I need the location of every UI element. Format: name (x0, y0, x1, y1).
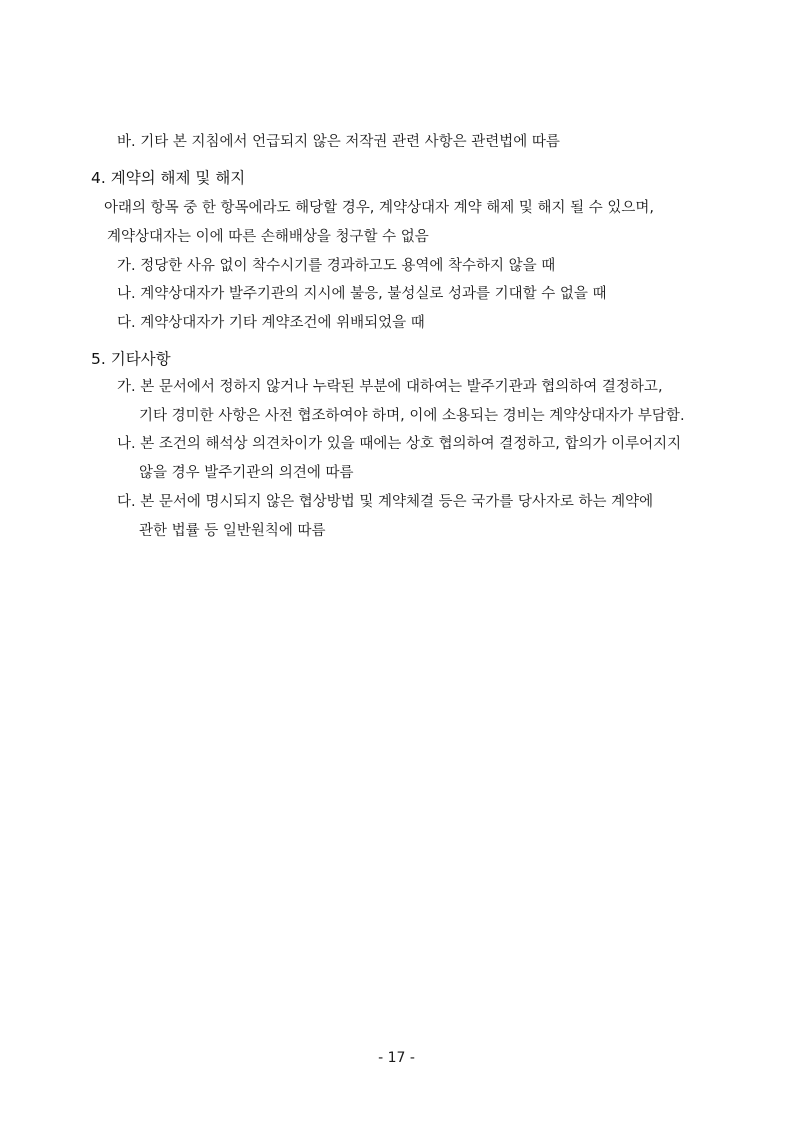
section-5-item-da-line-1: 다. 본 문서에 명시되지 않은 협상방법 및 계약체결 등은 국가를 당사자로 하는 계약에 (117, 494, 654, 510)
section-4-item-na: 나. 계약상대자가 발주기관의 지시에 불응, 불성실로 성과를 기대할 수 없을 때 (117, 286, 607, 302)
prev-list-item: 바. 기타 본 지침에서 언급되지 않은 저작권 관련 사항은 관련법에 따름 (117, 134, 560, 150)
section-5-item-na-line-1: 나. 본 조건의 해석상 의견차이가 있을 때에는 상호 협의하여 결정하고, 합의가 이루어지지 (117, 436, 682, 452)
section-4-intro-line-1: 아래의 항목 중 한 항목에라도 해당할 경우, 계약상대자 계약 해제 및 해지 될 수 있으며, (104, 200, 654, 216)
section-4-item-da: 다. 계약상대자가 기타 계약조건에 위배되었을 때 (117, 315, 425, 331)
section-5-item-da-line-2: 관한 법률 등 일반원칙에 따름 (139, 523, 326, 539)
section-5-heading: 5. 기타사항 (91, 350, 171, 368)
section-5-item-ga-line-2: 기타 경미한 사항은 사전 협조하여야 하며, 이에 소용되는 경비는 계약상대자가 부담함. (139, 408, 685, 424)
page-number: - 17 - (378, 1050, 415, 1066)
section-4-item-ga: 가. 정당한 사유 없이 착수시기를 경과하고도 용역에 착수하지 않을 때 (117, 258, 556, 274)
section-4-heading: 4. 계약의 해제 및 해지 (91, 169, 246, 187)
section-5-item-na-line-2: 않을 경우 발주기관의 의견에 따름 (139, 465, 354, 481)
section-4-intro-line-2: 계약상대자는 이에 따른 손해배상을 청구할 수 없음 (107, 229, 429, 245)
section-5-item-ga-line-1: 가. 본 문서에서 정하지 않거나 누락된 부분에 대하여는 발주기관과 협의하여 결정하고, (117, 379, 663, 395)
